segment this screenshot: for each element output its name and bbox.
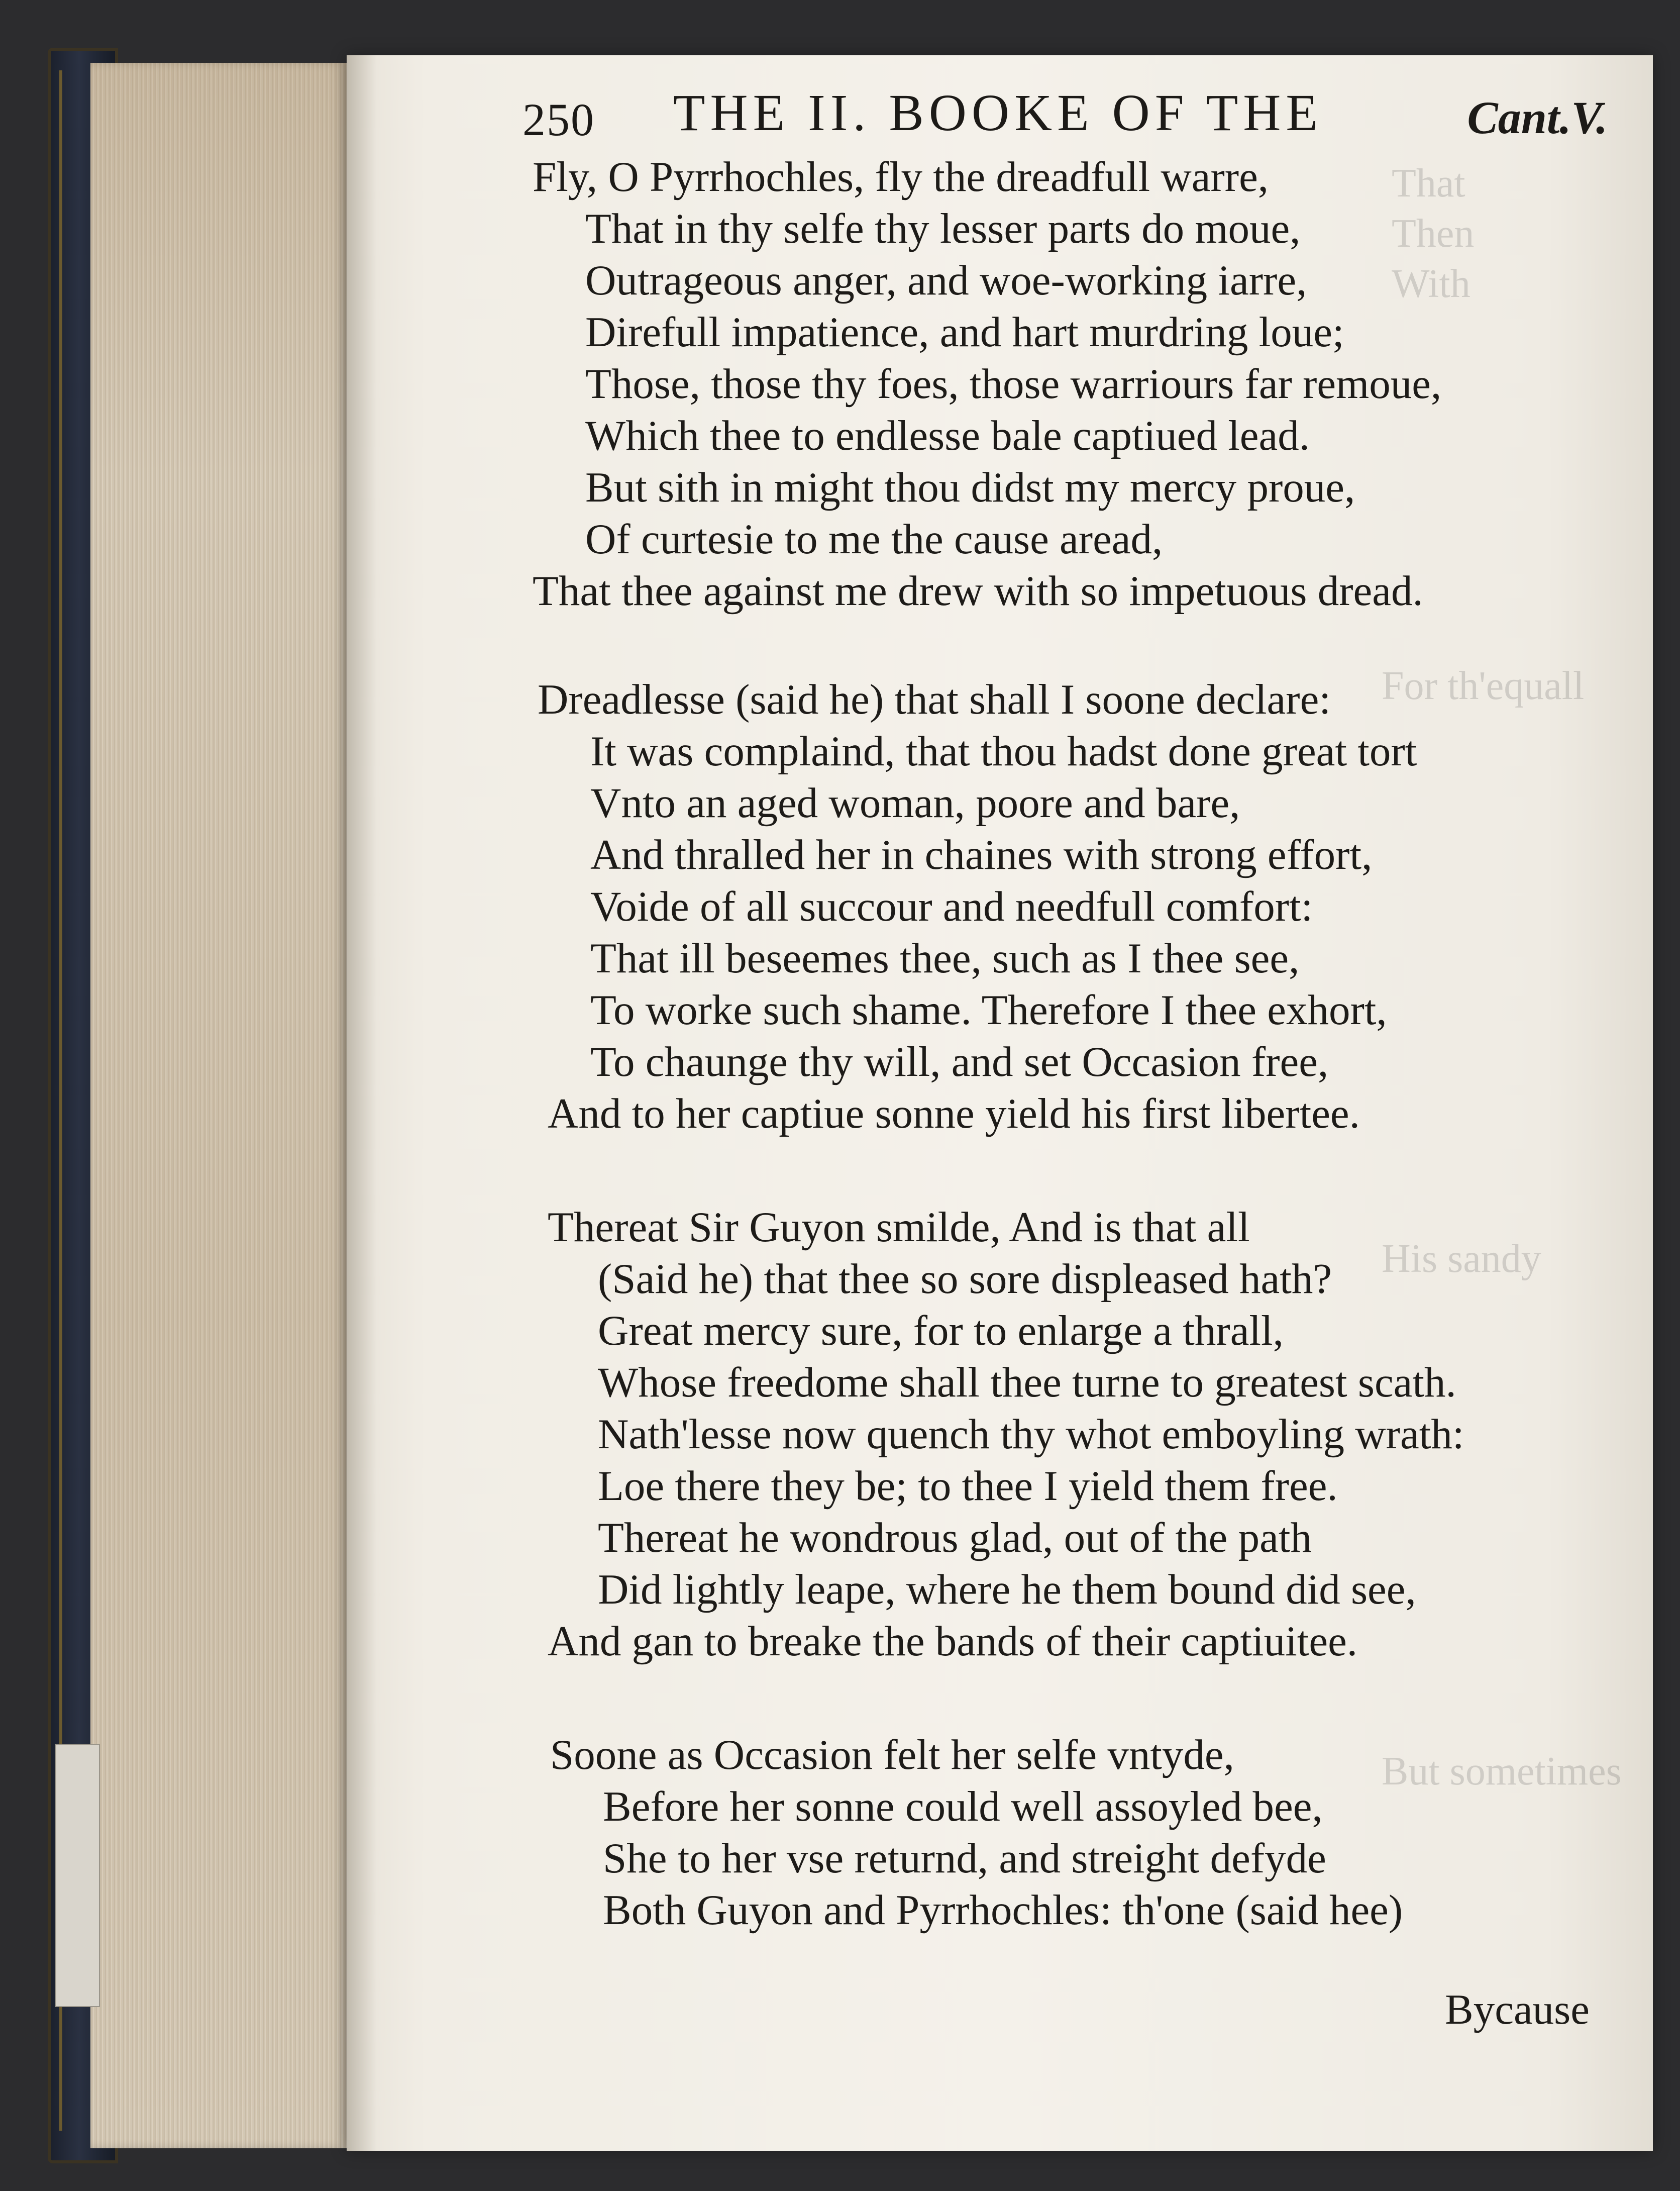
verse-line: Soone as Occasion felt her selfe vntyde,: [550, 1731, 1234, 1778]
verse-line: It was complaind, that thou hadst done great tort: [590, 728, 1417, 775]
page-number: 250: [522, 94, 595, 145]
verse-line: Which thee to endlesse bale captiued lead.: [585, 412, 1310, 459]
verse-line: Vnto an aged woman, poore and bare,: [590, 779, 1240, 827]
verse-line: Voide of all succour and needfull comfort:: [590, 883, 1313, 930]
verse-line: But sith in might thou didst my mercy proue,: [585, 464, 1355, 511]
verse-line: Both Guyon and Pyrrhochles: th'one (said hee): [603, 1886, 1403, 1934]
running-title: THE II. BOOKE OF THE: [673, 84, 1323, 142]
verse-line: Thereat Sir Guyon smilde, And is that all: [548, 1204, 1250, 1251]
verse-line: Great mercy sure, for to enlarge a thrall,: [598, 1307, 1284, 1354]
verse-line: And thralled her in chaines with strong effort,: [590, 831, 1373, 878]
verse-line: Fly, O Pyrrhochles, fly the dreadfull warre,: [533, 153, 1269, 201]
page-gutter: [347, 55, 377, 2151]
verse-line: That thee against me drew with so impetuous dread.: [533, 567, 1423, 615]
verse-line: Direfull impatience, and hart murdring loue;: [585, 309, 1344, 356]
verse-line: Did lightly leape, where he them bound did see,: [598, 1566, 1416, 1613]
verse-line: Of curtesie to me the cause aread,: [585, 516, 1163, 563]
catchword: Bycause: [1445, 1986, 1590, 2033]
verse-line: Thereat he wondrous glad, out of the path: [598, 1514, 1312, 1561]
verse-line: That ill beseemes thee, such as I thee see,: [590, 935, 1300, 982]
canto-marker: Cant.V.: [1467, 92, 1608, 143]
verse-line: Before her sonne could well assoyled bee,: [603, 1783, 1323, 1830]
verse-line: (Said he) that thee so sore displeased hath?: [598, 1255, 1332, 1303]
page-edges-shading: [90, 63, 347, 2148]
verse-line: Loe there they be; to thee I yield them free.: [598, 1462, 1338, 1510]
verse-line: Those, those thy foes, those warriours far remoue,: [585, 360, 1442, 408]
poem-text: [533, 0, 1598, 2191]
verse-line: Outrageous anger, and woe-working iarre,: [585, 257, 1307, 304]
verse-line: Whose freedome shall thee turne to greatest scath.: [598, 1359, 1456, 1406]
shelf-label: [55, 1744, 100, 2007]
verse-line: Dreadlesse (said he) that shall I soone declare:: [538, 676, 1331, 723]
show-through: That Then With For th'equall His sandy But sometimes: [1382, 161, 1622, 1794]
verse-line: And to her captiue sonne yield his first libertee.: [548, 1090, 1360, 1137]
verse-line: She to her vse returnd, and streight defyde: [603, 1835, 1326, 1882]
verse-line: Nath'lesse now quench thy whot emboyling wrath:: [598, 1411, 1464, 1458]
verse-line: And gan to breake the bands of their captiuitee.: [548, 1618, 1358, 1665]
verse-line: To chaunge thy will, and set Occasion free,: [590, 1038, 1329, 1085]
verse-line: To worke such shame. Therefore I thee exhort,: [590, 986, 1387, 1034]
verse-line: That in thy selfe thy lesser parts do moue,: [585, 205, 1301, 252]
